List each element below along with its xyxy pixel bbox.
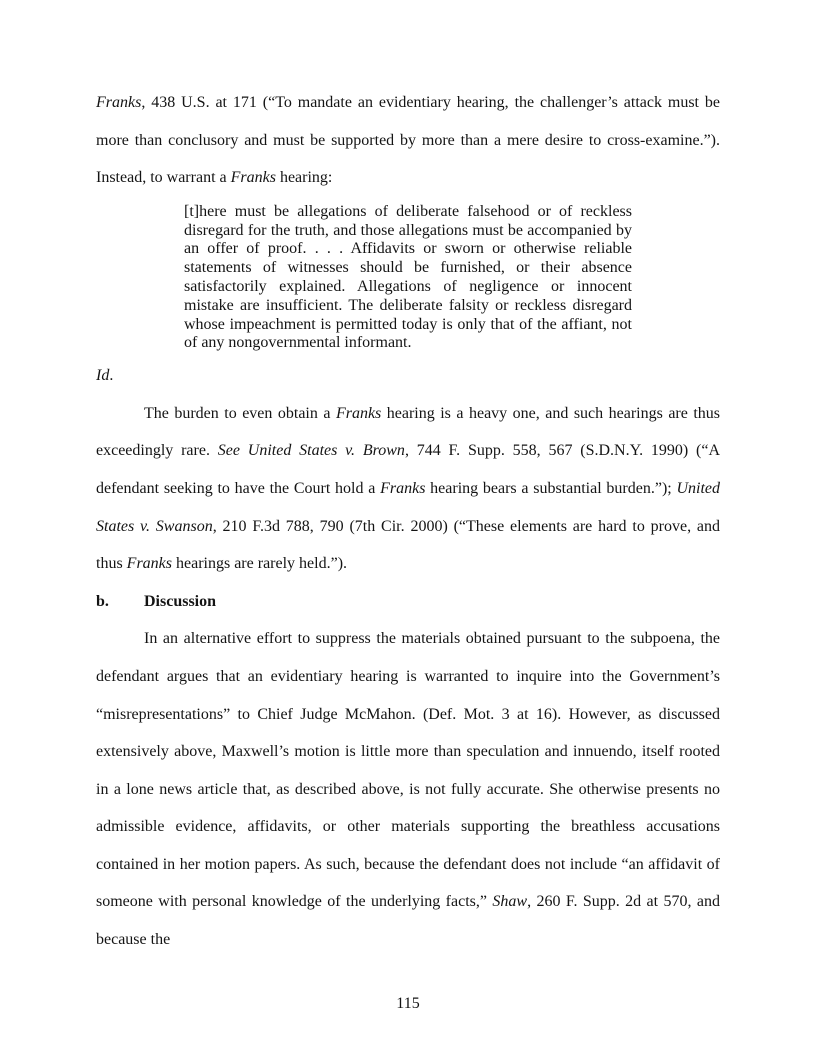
text-segment: , 210 F.3d 788, 790 (7th Cir. 2000) (“These elements are hard to prove, and thus	[96, 517, 720, 573]
text-segment: .	[109, 367, 114, 385]
italic-text-segment: Franks	[335, 404, 382, 422]
italic-text-segment: See United States v. Brown	[217, 442, 405, 460]
italic-text-segment: United States v. Swanson	[96, 479, 721, 535]
text-segment: hearing is a heavy one, and such hearings are thus exceedingly rare.	[96, 404, 721, 460]
italic-text-segment: Franks	[230, 169, 276, 187]
text-segment: hearings are rarely held.”).	[172, 555, 348, 573]
heading-discussion	[96, 583, 720, 621]
blockquote-franks-standard	[184, 203, 632, 353]
heading-title: Discussion	[144, 592, 217, 610]
text-segment: hearing:	[275, 169, 333, 187]
text-segment: , 744 F. Supp. 558, 567 (S.D.N.Y. 1990) (“A defendant seeking to have the Court hold a	[96, 442, 721, 497]
text-segment: , 438 U.S. at 171 (“To mandate an evidentiary hearing, the challenger’s attack must be more than conclusory and must be supported by more than a mere desire to cross-examine.”). Instead, to warrant a	[96, 94, 720, 187]
text-segment: The burden to even obtain a	[144, 404, 336, 422]
page-body	[96, 84, 720, 959]
text-segment: , 260 F. Supp. 2d at 570, and because the	[96, 893, 720, 949]
italic-text-segment: Franks	[126, 555, 172, 573]
paragraph-burden	[96, 395, 720, 583]
italic-text-segment: Id	[96, 367, 110, 385]
paragraph-id-citation	[96, 357, 720, 395]
heading-number: b.	[96, 592, 109, 610]
italic-text-segment: Franks	[380, 479, 426, 497]
text-segment: [t]here must be allegations of deliberate falsehood or of reckless disregard for the truth, and those allegations must be accompanied by an offer of proof. . . . Affidavits or sworn or otherwise reliable statements of witnesses should be furnished, or their absence satisfactorily explained. Allegations of negligence or innocent mistake are insufficient. The deliberate falsity or reckless disregard whose impeachment is permitted today is only that of the affiant, not of any nongovernmental informant.	[184, 202, 632, 352]
text-segment: In an alternative effort to suppress the materials obtained pursuant to the subpoena, the defendant argues that an evidentiary hearing is warranted to inquire into the Government’s “misrepresentations” to Chief Judge McMahon. (Def. Mot. 3 at 16). However, as discussed extensively above, Maxwell’s motion is little more than speculation and innuendo, itself rooted in a lone news article that, as described above, is not fully accurate. She otherwise presents no admissible evidence, affidavits, or other materials supporting the breathless accusations contained in her motion papers. As such, because the defendant does not include “an affidavit of someone with personal knowledge of the underlying facts,”	[96, 630, 720, 911]
italic-text-segment: Franks	[96, 94, 142, 111]
page-number: 115	[396, 995, 420, 1012]
paragraph-alternative-effort	[96, 620, 720, 958]
text-segment: hearing bears a substantial burden.”);	[425, 479, 677, 497]
paragraph-franks-citation	[96, 84, 720, 197]
italic-text-segment: Shaw	[492, 893, 528, 911]
